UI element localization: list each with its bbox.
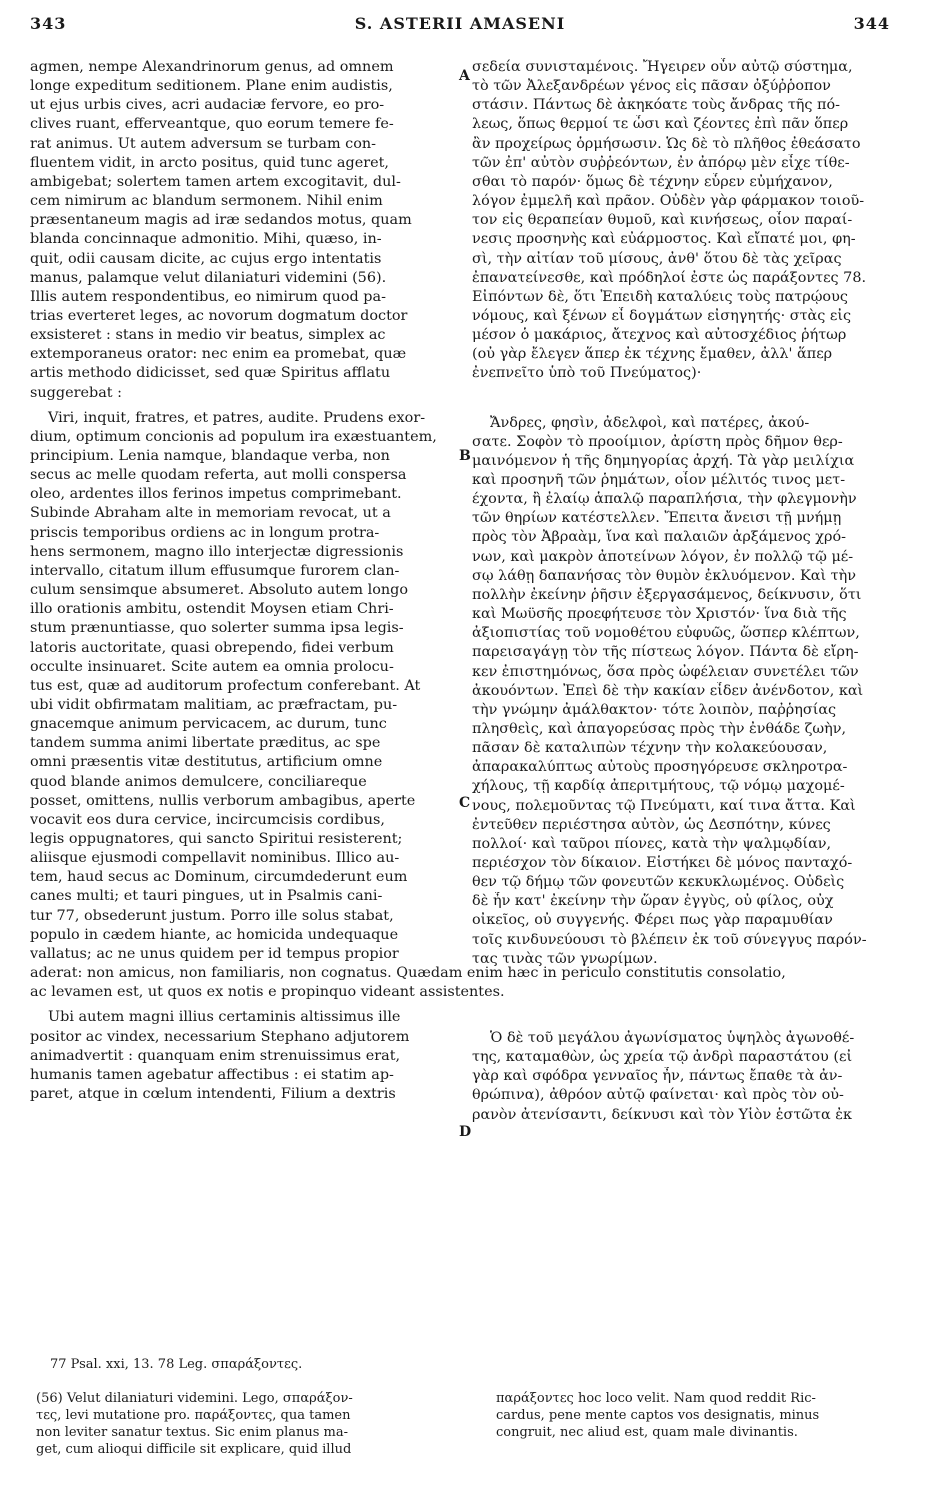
latin-line: Illis autem respondentibus, eo nimirum quod pa-	[30, 288, 386, 305]
latin-line: paret, atque in cœlum intendenti, Filium a dextris	[30, 1085, 396, 1102]
latin-line: aliisque ejusmodi compellavit nominibus. Illico au-	[30, 850, 400, 867]
latin-line: posset, omittens, nullis verborum ambagibus, aperte	[30, 792, 416, 809]
greek-line: ἀπαρακαλύπτως αὐτοὺς προσηγόρευσε σκληροτρα-	[472, 759, 848, 776]
greek-line: ἐντεῦθεν περιέστησα αὐτὸν, ὡς Δεσπότην, κύνες	[472, 816, 831, 833]
greek-line: λόγον ἐμμελῆ καὶ πρᾶον. Οὐδὲν γὰρ φάρμακον τοιοῦ-	[472, 193, 865, 210]
latin-line: tem, haud secus ac Dominum, circumdederunt eum	[30, 869, 408, 886]
section-marker: C	[459, 795, 471, 811]
latin-line: illo orationis ambitu, ostendit Moysen etiam Chri-	[30, 601, 394, 618]
latin-line: principium. Lenia namque, blandaque verba, non	[30, 448, 390, 464]
greek-line: Ὁ δὲ τοῦ μεγάλου ἀγωνίσματος ὑψηλὸς ἀγωνοθέ-	[490, 1029, 855, 1046]
greek-line: νόμους, καὶ ξένων εἶ δογμάτων εἰσηγητής· στὰς εἰς	[472, 307, 852, 324]
latin-line: animadvertit : quanquam enim strenuissimus erat,	[30, 1047, 401, 1064]
greek-line: χήλους, τῇ καρδίᾳ ἀπεριτμήτους, τῷ νόμῳ μαχομέ-	[472, 778, 845, 795]
latin-line: ut ejus urbis cives, acri audaciæ fervore, eo pro-	[30, 97, 385, 114]
footnote-right-line: cardus, pene mente captos vos designatis, minus	[496, 1408, 820, 1423]
latin-line: longe expeditum seditionem. Plane enim audistis,	[30, 78, 393, 95]
greek-line: γὰρ καὶ σφόδρα γενναῖος ἦν, πάντως ἔπαθε τὰ ἀν-	[472, 1068, 843, 1085]
latin-line: intervallo, citatum illum effusumque furorem clan-	[30, 562, 400, 579]
section-marker: A	[459, 68, 470, 84]
greek-line: καὶ Μωϋσῆς προεφήτευσε τὸν Χριστόν· ἵνα διὰ τῆς	[472, 606, 847, 623]
greek-line: μέσον ὁ μακάριος, ἄτεχνος καὶ αὐτοσχέδιος ῥήτωρ	[472, 327, 847, 344]
footnote-left-line: non leviter sanatur textus. Sic enim planus ma-	[36, 1425, 348, 1440]
greek-line: τῶν ἐπ' αὐτὸν συῤῥεόντων, ἐν ἀπόρῳ μὲν εἶχε τίθε-	[472, 154, 850, 171]
latin-line: hens sermonem, magno illo interjectæ digressionis	[30, 543, 404, 560]
greek-line: σὶ, τὴν αἰτίαν τοῦ μίσους, ἀνθ' ὅτου δὲ τὰς χεῖρας	[472, 250, 842, 267]
latin-line: cem nimirum ac blandum sermonem. Nihil enim	[30, 193, 383, 210]
latin-line: agmen, nempe Alexandrinorum genus, ad omnem	[30, 59, 394, 75]
latin-line: omni præsentis vitæ destitutus, artificium omne	[30, 754, 383, 771]
latin-line: trias everteret leges, ac novorum dogmatum doctor	[30, 307, 408, 324]
latin-line: vallatus; ac ne unus quidem per id tempus propior	[30, 945, 399, 962]
latin-line: Subinde Abraham alte in memoriam revocat, ut a	[30, 505, 391, 522]
greek-line: Εἰπόντων δὲ, ὅτι Ἐπειδὴ καταλύεις τοὺς πατρῴους	[472, 288, 848, 305]
greek-line: μαινόμενον ἡ τῆς δημηγορίας ἀρχή. Τὰ γὰρ μειλίχια	[472, 452, 855, 469]
latin-line: positor ac vindex, necessarium Stephano adjutorem	[30, 1028, 410, 1045]
greek-line: νων, καὶ μακρὸν ἀποτείνων λόγον, ἐν πολλῷ τῷ μέ-	[472, 548, 854, 565]
greek-line: τὴν γνώμην ἀμάλθακτον· τότε λοιπὸν, παῤῥησίας	[472, 701, 837, 718]
latin-line: canes multi; et tauri pingues, ut in Psalmis cani-	[30, 888, 383, 905]
greek-line: σθαι τὸ παρόν· ὅμως δὲ τέχνην εὗρεν εὐμήχανον,	[472, 173, 833, 190]
greek-line: ἀκουόντων. Ἐπεὶ δὲ τὴν κακίαν εἶδεν ἀνένδοτον, καὶ	[472, 682, 864, 699]
latin-line: gnacemque animum pervicacem, ac durum, tunc	[30, 716, 387, 733]
greek-line: θρώπινα), ἀθρόον αὐτῷ φαίνεται· καὶ πρὸς τὸν οὐ-	[472, 1087, 844, 1104]
latin-line: populo in cædem hiante, ac homicida undequaque	[30, 926, 399, 943]
footnote-left-line: get, cum alioqui difficile sit explicare, quid illud	[36, 1442, 352, 1457]
greek-line: τὸ τῶν Ἀλεξανδρέων γένος εἰς πᾶσαν ὀξύῤῥοπον	[472, 78, 831, 95]
section-marker: B	[459, 448, 471, 464]
latin-line: tur 77, obsederunt justum. Porro ille solus stabat,	[30, 907, 394, 924]
greek-line: πολλοί· καὶ ταῦροι πίονες, κατὰ τὴν ψαλμῳδίαν,	[472, 835, 832, 852]
latin-line: tus est, quæ ad auditorum profectum conferebant. At	[30, 677, 421, 694]
latin-line: aderat: non amicus, non familiaris, non cognatus. Quædam enim hæc in periculo constitutis consolatio,	[30, 965, 786, 982]
greek-line: πρὸς τὸν Ἀβραὰμ, ἵνα καὶ παλαιῶν ἀρξάμενος χρό-	[472, 529, 846, 546]
greek-line: νους, πολεμοῦντας τῷ Πνεύματι, καί τινα ἄττα. Καὶ	[472, 797, 856, 814]
latin-line: fluentem vidit, in arcto positus, quid tunc ageret,	[30, 154, 389, 171]
greek-line: στάσιν. Πάντως δὲ ἀκηκόατε τοὺς ἄνδρας τῆς πό-	[472, 97, 841, 114]
greek-line: ἀξιοπιστίας τοῦ νομοθέτου εὐφυῶς, ὥσπερ κλέπτων,	[472, 625, 860, 642]
latin-line: Ubi autem magni illius certaminis altissimus ille	[48, 1009, 401, 1026]
greek-line: έχοντα, ἢ ἐλαίῳ ἁπαλῷ παραπλήσια, τὴν φλεγμονὴν	[472, 491, 857, 508]
latin-line: manus, palamque velut dilaniaturi videmini (56).	[30, 269, 387, 286]
latin-line: ubi vidit obfirmatam malitiam, ac præfractam, pu-	[30, 696, 398, 713]
latin-line: stum prænuntiasse, quo solerter summa ipsa legis-	[30, 620, 404, 637]
greek-line: λεως, ὅπως θερμοί τε ὦσι καὶ ζέοντες ἐπὶ πᾶν ὅπερ	[472, 116, 849, 133]
latin-line: tandem summa animi libertate præditus, ac spe	[30, 735, 381, 752]
greek-line: σατε. Σοφὸν τὸ προοίμιον, ἀρίστη πρὸς δῆμον θερ-	[472, 433, 843, 450]
greek-line: ἂν προχείρως ὁρμήσωσιν. Ὡς δὲ τὸ πλῆθος ἐθεάσατο	[472, 135, 861, 152]
greek-line: οἰκεῖος, οὐ συγγενής. Φέρει πως γὰρ παραμυθίαν	[472, 912, 833, 929]
greek-line: πολλὴν ἐκείνην ῥῆσιν ἐξεργασάμενος, δείκνυσιν, ὅτι	[472, 586, 862, 603]
greek-line: (οὐ γὰρ ἔλεγεν ἅπερ ἐκ τέχνης ἔμαθεν, ἀλλ' ἅπερ	[472, 346, 833, 363]
greek-line: πλησθεὶς, καὶ ἀπαγορεύσας πρὸς τὴν ἐνθάδε ζωὴν,	[472, 720, 847, 737]
latin-line: suggerebat :	[30, 384, 122, 401]
greek-line: σεδεία συνισταμένοις. Ἤγειρεν οὖν αὐτῷ σύστημα,	[472, 59, 853, 75]
footnote-left-line: τες, levi mutatione pro. παράξοντες, qua tamen	[36, 1408, 351, 1423]
greek-line: καὶ προσηνῆ τῶν ῥημάτων, οἷον μέλιτός τινος μετ-	[472, 472, 846, 488]
latin-line: blanda concinnaque admonitio. Mihi, quæso, in-	[30, 231, 382, 248]
greek-line: νεσις προσηνὴς καὶ εὐάρμοστος. Καὶ εἴπατέ μοι, φη-	[472, 231, 856, 248]
greek-line: περιέσχον τὸν δίκαιον. Εἱστήκει δὲ μόνος πανταχό-	[472, 855, 853, 871]
footnote-left-line: (56) Velut dilaniaturi videmini. Lego, σπαράξον-	[36, 1391, 353, 1406]
latin-line: ac levamen est, ut quos ex notis e propinquo videant assistentes.	[30, 984, 505, 1001]
greek-line: τῶν θηρίων κατέστελλεν. Ἔπειτα ἄνεισι τῇ μνήμῃ	[472, 510, 842, 527]
latin-line: præsentaneum magis ad iræ sedandos motus, quam	[30, 212, 412, 229]
footnote-references: 77 Psal. xxi, 13. 78 Leg. σπαράξοντες.	[50, 1357, 303, 1372]
greek-column	[472, 0, 908, 1501]
page-number-left: 343	[30, 14, 67, 33]
greek-line: σῳ λάθῃ δαπανήσας τὸν θυμὸν ἐκλυόμενον. Καὶ τὴν	[472, 567, 857, 584]
latin-line: artis methodo didicisset, sed quæ Spiritus afflatu	[30, 365, 391, 382]
latin-line: oleo, ardentes illos ferinos impetus comprimebant.	[30, 486, 402, 503]
latin-line: latoris auctoritate, quasi obrependo, fidei verbum	[30, 639, 394, 656]
latin-line: priscis temporibus ordiens ac in longum protra-	[30, 524, 380, 541]
latin-line: quit, odii causam dicite, ac cujus ergo intentatis	[30, 250, 382, 267]
page-number-right: 344	[853, 14, 890, 33]
latin-line: Viri, inquit, fratres, et patres, audite. Prudens exor-	[48, 409, 426, 426]
latin-line: vocavit eos dura cervice, incircumcisis cordibus,	[30, 811, 385, 828]
latin-line: ambigebat; solertem tamen artem excogitavit, dul-	[30, 173, 401, 190]
greek-line: τοῖς κινδυνεύουσι τὸ βλέπειν ἐκ τοῦ σύνεγγυς παρόν-	[472, 931, 867, 948]
latin-line: legis oppugnatores, qui sancto Spiritui resisterent;	[30, 831, 403, 847]
latin-line: humanis tamen agebatur affectibus : ei statim ap-	[30, 1066, 394, 1083]
greek-line: κεν ἐπιστημόνως, ὅσα πρὸς ὠφέλειαν συνετέλει τῶν	[472, 663, 859, 680]
greek-line: ρανὸν ἀτενίσαντι, δείκνυσι καὶ τὸν Υἱὸν ἑστῶτα ἐκ	[472, 1106, 852, 1123]
latin-line: quod blande animos demulcere, conciliareque	[30, 773, 367, 790]
latin-line: dium, optimum concionis ad populum ira exæstuantem,	[30, 428, 437, 445]
latin-line: clives ruant, efferveantque, quo eorum temere fe-	[30, 116, 394, 133]
latin-line: occulte insinuaret. Scite autem ea omnia prolocu-	[30, 658, 394, 675]
section-marker: D	[459, 1124, 472, 1140]
greek-line: θεν τῷ δήμῳ τῶν φονευτῶν κεκυκλωμένος. Οὐδεὶς	[472, 874, 845, 891]
latin-line: secus ac melle quodam referta, aut molli conspersa	[30, 467, 407, 484]
latin-line: culum sensimque absumeret. Absoluto autem longo	[30, 582, 409, 599]
latin-line: exsisteret : stans in medio vir beatus, simplex ac	[30, 327, 386, 344]
greek-line: παρεισαγάγῃ τὸν τῆς πίστεως λόγον. Πάντα δὲ εἴρη-	[472, 644, 859, 661]
greek-line: δὲ ἦν κατ' ἐκείνην τὴν ὥραν ἐγγὺς, οὐ φίλος, οὐχ	[472, 893, 834, 910]
greek-line: ἐνεπνεῖτο ὑπὸ τοῦ Πνεύματος)·	[472, 365, 702, 382]
greek-line: της, καταμαθὼν, ὡς χρεία τῷ ἀνδρὶ παραστάτου (εἰ	[472, 1049, 853, 1066]
latin-line: rat animus. Ut autem adversum se turbam con-	[30, 135, 377, 152]
greek-line: τας τινὰς τῶν γνωρίμων.	[472, 950, 658, 967]
greek-line: ἐπανατείνεσθε, καὶ πρόδηλοί ἐστε ὡς παράξοντες 78.	[472, 269, 867, 286]
greek-line: τον εἰς θεραπείαν θυμοῦ, καὶ κινήσεως, οἷον παραί-	[472, 212, 853, 229]
greek-line: πᾶσαν δὲ καταλιπὼν τέχνην τὴν κολακεύουσαν,	[472, 740, 828, 757]
footnote-right-line: παράξοντες hoc loco velit. Nam quod reddit Ric-	[496, 1391, 816, 1406]
greek-line: Ἄνδρες, φησὶν, ἀδελφοὶ, καὶ πατέρες, ἀκού-	[490, 414, 810, 431]
running-title: S. ASTERII AMASENI	[354, 14, 566, 33]
latin-line: extemporaneus orator: nec enim ea promebat, quæ	[30, 346, 407, 363]
footnote-right-line: congruit, nec aliud est, quam male divinantis.	[496, 1425, 798, 1440]
